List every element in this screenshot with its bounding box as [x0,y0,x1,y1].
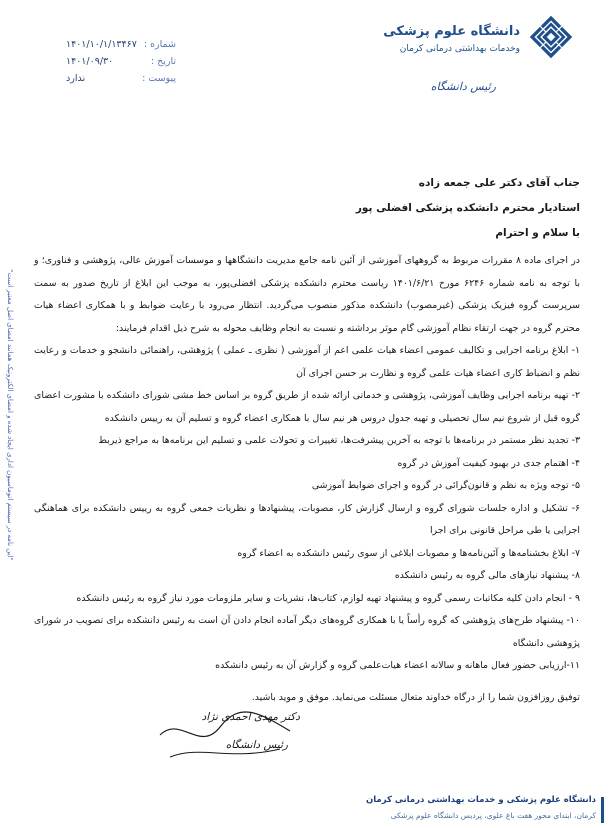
closing-line: توفیق روزافزون شما را از درگاه خداوند متعال مسئلت می‌نماید. موفق و موید باشید. [251,691,580,703]
electronic-signature-note [2,250,18,580]
president-signature: رئیس دانشگاه [430,80,496,93]
university-logo [528,14,574,60]
recipient-title: استادیار محترم دانشکده پزشکی افضلی پور [355,202,580,214]
signature-block [150,705,300,765]
footer-university-name: دانشگاه علوم پزشکی و خدمات بهداشتی درمانی کرمان [365,795,596,805]
duty-item: ۶- تشکیل و اداره جلسات شورای گروه و ارسال گزارش کار، مصوبات، پیشنهادها و نظریات جمعی گروه به رییس دانشکده برای هماهنگی اجرایی یا طی مراحل قانونی برای اجرا [34,502,580,536]
duty-item: ۸- پیشنهاد نیازهای مالی گروه به رئیس دانشکده [394,570,580,581]
footer [366,795,596,820]
attachment-label: پیوست : [142,73,176,84]
number-label: شماره : [143,39,176,50]
recipient: جناب آقای دکتر علی جمعه زاده [418,177,580,189]
meta-date-row [66,53,176,70]
intro-paragraph: در اجرای ماده ۸ مقررات مربوط به گروههای آموزشی از آئین نامه جامع مدیریت دانشگاهها و موسسات آموزش عالی، پژوهشی و فناوری؛ و با توجه به نامه شماره ۶۲۴۶ مورخ ۱۴۰۱/۶/۲۱ ریاست محترم دانشکده پزشکی افضلی‌پور، به موجب این ابلاغ از تاریخ صدور به سمت سرپرست گروه فیزیک پزشکی (غیرمصوب) دانشکده مذکور منصوب می‌گردید. انتظار می‌رود با رعایت ضوابط و با همکاری اعضاء هیات محترم گروه در جهت ارتقاء نظام آموزشی گام موثر برداشته و نسبت به انجام وظایف محوله به شرح ذیل اقدام فرمایند: [34,255,580,334]
date-value: ۱۴۰۱/۰۹/۳۰ [66,56,114,67]
duty-item: ۷- ابلاغ بخشنامه‌ها و آئین‌نامه‌ها و مصوبات ابلاغی از سوی رئیس دانشکده به اعضاء گروه [237,547,580,559]
duty-item: ۵- توجه ویژه به نظم و قانون‌گرائی در گروه و اجرای ضوابط آموزشی [311,480,580,491]
footer-accent-bar [601,797,604,823]
date-label: تاریخ : [150,56,176,67]
duty-item: ۹ - انجام دادن کلیه مکاتبات رسمی گروه و پیشنهاد تهیه لوازم، کتاب‌ها، نشریات و سایر ملزومات مورد نیاز گروه به رئیس دانشکده [76,592,580,604]
university-name: دانشگاه علوم پزشکی [383,24,520,39]
side-note-text: "این نامه در سیستم اتوماسیون اداری ایجاد شده و امضای الکترونیک همانند امضای اصل معتبر است" [6,269,14,561]
duty-item: ۱۱-ارزیابی حضور فعال ماهانه و سالانه اعضاء هیات‌علمی گروه و گزارش آن به رئیس دانشکده [215,660,580,671]
footer-address: کرمان، ابتدای محور هفت باغ علوی، پردیس دانشگاه علوم پزشکی [390,811,596,820]
attachment-value: ندارد [66,73,86,84]
duty-item: ۱- ابلاغ برنامه اجرایی و تکالیف عمومی اعضاء هیات علمی اعم از آموزشی ( نظری ـ عملی ) پژوهشی، راهنمائی دانشجو و خدمات و رعایت نظم و انضباط کاری اعضاء هیات علمی گروه و نظارت بر حسن اجرای آن [34,345,580,379]
number-value: ۱۴۰۱/۱۰/۱/۱۳۴۶۷ [66,39,137,50]
duty-item: ۳- تجدید نظر مستمر در برنامه‌ها با توجه به آخرین پیشرفت‌ها، تغییرات و تحولات علمی و تسلیم این برنامه‌ها به مراجع ذیربط [98,435,580,446]
duty-item: ۴- اهتمام جدی در بهبود کیفیت آموزش در گروه [397,457,580,469]
greeting: با سلام و احترام [495,227,580,239]
letter-body [34,171,580,718]
university-subtitle: وخدمات بهداشتی درمانی کرمان [399,44,520,54]
meta-number-row [66,36,176,53]
duty-item: ۱۰- پیشنهاد طرح‌های پژوهشی که گروه رأساً یا با همکاری گروه‌های دیگر آماده انجام دادن آن است به رئیس دانشکده برای تصویب در شورای پژوهشی دانشگاه [34,615,580,649]
letter-text [34,250,580,709]
letter-meta [66,36,176,87]
signer-title: رئیس دانشگاه [225,739,288,751]
signer-name: دکتر مهدی احمدی نژاد [201,711,300,723]
duty-item: ۲- تهیه برنامه اجرایی وظایف آموزشی، پژوهشی و خدماتی ارائه شده از طریق گروه بر اساس خط مشی شورای دانشکده با مشورت اعضای گروه قبل از شروع نیم سال تحصیلی و تهیه جدول دروس هر نیم سال با همکاری اعضاء گروه و تسلیم آن به رییس دانشکده [34,390,580,424]
meta-attachment-row [66,70,176,87]
